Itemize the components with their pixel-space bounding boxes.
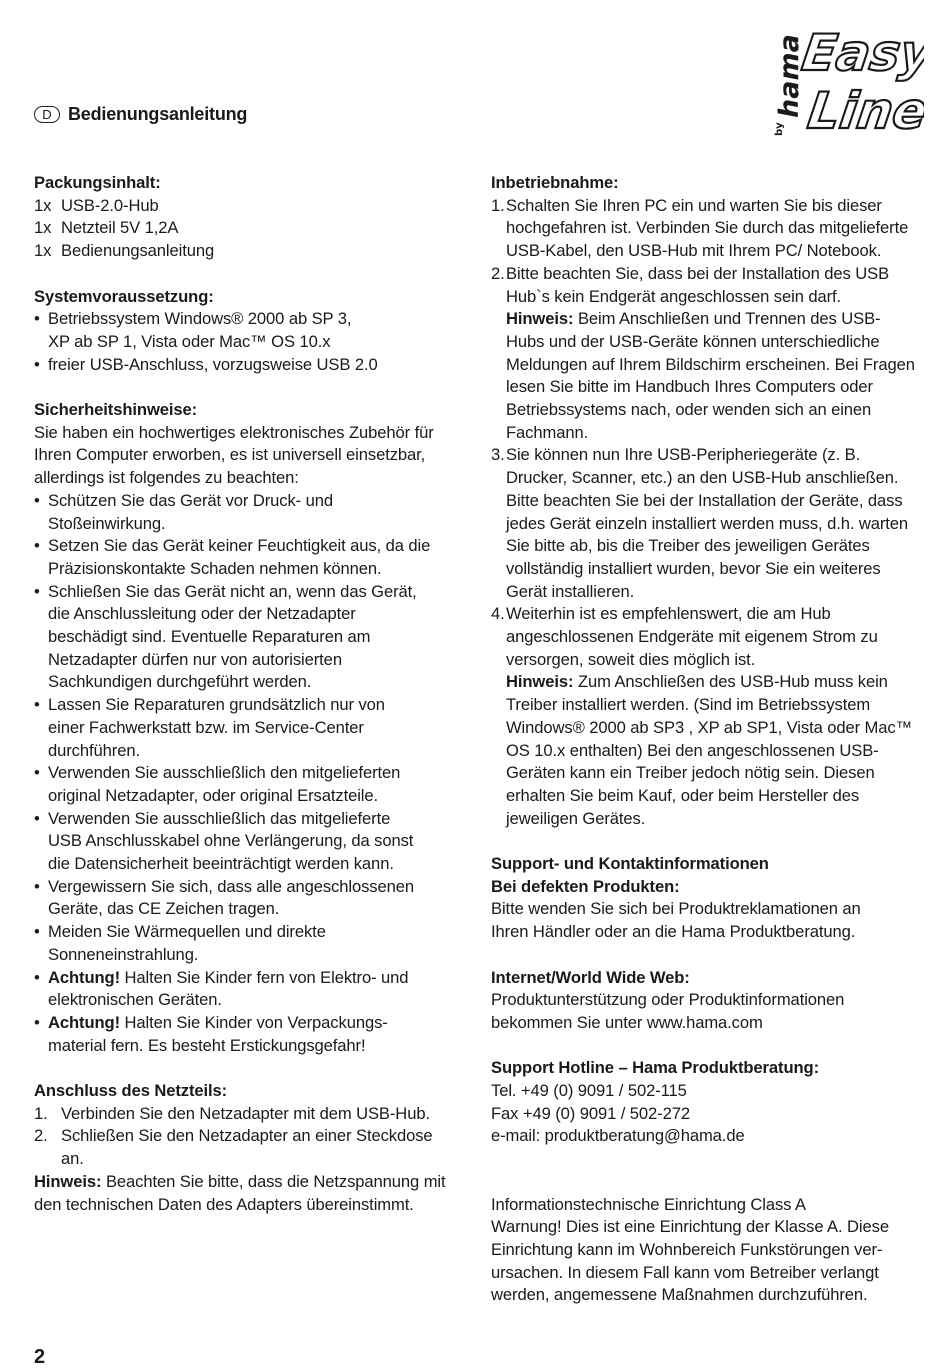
setup-note-text: Beim Anschließen und Trennen des USB-Hubs und der USB-Geräte können unterschiedliche Meldungen auf Ihrem Bildschirm erscheinen. Bei Fragen lesen Sie bitte im Handbuch Ihres Computers oder Betriebssystems nach, oder wenden sich an einen Fachmann. (506, 309, 915, 442)
web-text: Produktunterstützung oder Produktinformationen bekommen Sie unter www.hama.com (491, 990, 845, 1032)
system-bullet (34, 354, 464, 377)
bullet-icon: • (34, 763, 40, 783)
safety-bullet (34, 1012, 464, 1057)
setup-note-label: Hinweis: (506, 309, 574, 329)
safety-bullet (34, 490, 464, 535)
hotline-tel: Tel. +49 (0) 9091 / 502-115 (491, 1081, 687, 1101)
safety-bullet (34, 762, 464, 807)
page-header (34, 104, 247, 125)
logo-graphic (764, 14, 924, 136)
language-badge: D (34, 106, 60, 123)
web-heading: Internet/World Wide Web: (491, 967, 690, 987)
setup-note-text: Zum Anschließen des USB-Hub muss kein Treiber installiert werden. (Sind im Betriebssystem Windows® 2000 ab SP3 , XP ab SP1, Vista oder Mac™ OS 10.x enthalten) Bei den angeschlossenen USB-Geräten kann ein Treiber jedoch nötig sein. Diesen erhalten Sie beim Kauf, oder beim Hersteller des jeweiligen Gerätes. (506, 672, 913, 828)
safety-bullet-text: Verwenden Sie ausschließlich den mitgelieferten original Netzadapter, oder original Ersatzteile. (48, 763, 401, 805)
safety-bullet-text: Vergewissern Sie sich, dass alle angeschlossenen Geräte, das CE Zeichen tragen. (48, 876, 415, 919)
setup-step (491, 444, 916, 603)
setup-step (491, 603, 916, 830)
safety-bullet-text: Verwenden Sie ausschließlich das mitgelieferte USB Anschlusskabel ohne Verlängerung, da sonst die Datensicherheit beeinträchtigt werden kann. (48, 808, 414, 874)
bullet-icon: • (34, 536, 40, 556)
page-number: 2 (34, 1346, 46, 1368)
logo-by: by (774, 122, 785, 136)
safety-bullet-text: Setzen Sie das Gerät keiner Feuchtigkeit aus, da die Präzisionskontakte Schaden nehmen können. (48, 536, 431, 578)
page-title: Bedienungsanleitung (68, 104, 248, 124)
power-step-text: Schließen Sie den Netzadapter an einer Steckdose an. (61, 1126, 433, 1169)
setup-heading: Inbetriebnahme: (491, 173, 619, 192)
safety-bullet (34, 967, 464, 1012)
hama-easy-line-logo (764, 14, 924, 136)
power-note-label: Hinweis: (34, 1171, 102, 1191)
bullet-icon: • (34, 309, 40, 329)
setup-step-text: Schalten Sie Ihren PC ein und warten Sie bis dieser hochgefahren ist. Verbinden Sie durch das mitgelieferte USB-Kabel, den USB-Hub mit Ihrem PC/ Notebook. (506, 195, 909, 261)
safety-bullet (34, 694, 464, 762)
power-step (34, 1125, 464, 1170)
power-note-text: Beachten Sie bitte, dass die Netzspannung mit den technischen Daten des Adapters übereinstimmt. (34, 1171, 446, 1214)
safety-bullet (34, 535, 464, 580)
bullet-icon: • (34, 1012, 40, 1032)
package-item-text: USB-2.0-Hub (61, 195, 159, 215)
safety-bullet (34, 921, 464, 966)
hotline-email: e-mail: produktberatung@hama.de (491, 1126, 745, 1146)
safety-heading: Sicherheitshinweise: (34, 400, 198, 419)
package-item-text: Netzteil 5V 1,2A (61, 218, 179, 238)
safety-bullet-bold: Achtung! (48, 967, 121, 987)
setup-step (491, 195, 916, 263)
bullet-icon: • (34, 695, 40, 715)
system-heading: Systemvoraussetzung: (34, 286, 214, 306)
setup-step-text: Weiterhin ist es empfehlenswert, die am Hub angeschlossenen Endgeräte mit eigenem Strom zu versorgen, soweit dies möglich ist. (506, 604, 878, 669)
logo-line: Line (804, 81, 924, 136)
setup-note-label: Hinweis: (506, 672, 574, 692)
setup-step-number: 1. (491, 195, 505, 215)
safety-bullet-text: Lassen Sie Reparaturen grundsätzlich nur von einer Fachwerkstatt bzw. im Service-Center durchführen. (48, 695, 385, 760)
left-column (34, 172, 464, 1216)
safety-bullet-text: Halten Sie Kinder fern von Elektro- und elektronischen Geräten. (48, 967, 409, 1010)
package-item-qty: 1x (34, 195, 52, 215)
bullet-icon: • (34, 967, 40, 987)
emc-warning: Warnung! Dies ist eine Einrichtung der Klasse A. Diese Einrichtung kann im Wohnbereich Funkstörungen ver-ursachen. In diesem Fall kann vom Betreiber verlangt werden, angemessene Maßnahmen durchzuführen. (491, 1217, 889, 1305)
package-item (34, 240, 464, 263)
setup-step-number: 2. (491, 263, 505, 283)
safety-bullet-text: Schließen Sie das Gerät nicht an, wenn das Gerät, die Anschlussleitung oder der Netzadapter beschädigt sind. Eventuelle Reparaturen am Netzadapter dürfen nur von autorisierten Sachkundigen durchgeführt werden. (48, 581, 417, 692)
hotline-heading: Support Hotline – Hama Produktberatung: (491, 1058, 819, 1078)
package-item (34, 195, 464, 218)
bullet-icon: • (34, 808, 40, 828)
logo-brand: hama (774, 34, 805, 118)
package-item (34, 217, 464, 240)
setup-step-text: Bitte beachten Sie, dass bei der Installation des USB Hub`s kein Endgerät angeschlossen sein darf. (506, 263, 890, 306)
package-item-qty: 1x (34, 218, 52, 238)
power-step-number: 1. (34, 1103, 48, 1123)
package-item-qty: 1x (34, 241, 52, 261)
power-heading: Anschluss des Netzteils: (34, 1081, 228, 1101)
bullet-icon: • (34, 581, 40, 601)
safety-intro: Sie haben ein hochwertiges elektronisches Zubehör für Ihren Computer erworben, es ist universell einsetzbar, allerdings ist folgendes zu beachten: (34, 422, 434, 488)
package-item-text: Bedienungsanleitung (61, 241, 215, 261)
hotline-fax: Fax +49 (0) 9091 / 502-272 (491, 1103, 690, 1123)
safety-bullet-text: Meiden Sie Wärmequellen und direkte Sonneneinstrahlung. (48, 922, 326, 964)
power-step-text: Verbinden Sie den Netzadapter mit dem USB-Hub. (61, 1103, 430, 1123)
safety-bullet-bold: Achtung! (48, 1012, 121, 1032)
safety-bullet-text: Schützen Sie das Gerät vor Druck- und Stoßeinwirkung. (48, 490, 333, 533)
power-step (34, 1103, 464, 1126)
bullet-icon: • (34, 876, 40, 896)
system-bullet-text: freier USB-Anschluss, vorzugsweise USB 2.0 (48, 354, 378, 374)
safety-bullet (34, 876, 464, 921)
defect-heading: Bei defekten Produkten: (491, 876, 680, 896)
safety-bullet (34, 581, 464, 695)
system-bullet (34, 308, 464, 353)
right-column (491, 172, 916, 1307)
package-list (34, 195, 464, 263)
setup-step-number: 3. (491, 445, 505, 465)
defect-text: Bitte wenden Sie sich bei Produktreklamationen an Ihren Händler oder an die Hama Produktberatung. (491, 899, 861, 942)
bullet-icon: • (34, 354, 40, 374)
support-heading: Support- und Kontaktinformationen (491, 854, 769, 874)
bullet-icon: • (34, 922, 40, 942)
setup-step-number: 4. (491, 604, 505, 624)
power-step-number: 2. (34, 1126, 48, 1146)
bullet-icon: • (34, 490, 40, 510)
safety-bullet-text: Halten Sie Kinder von Verpackungs-material fern. Es besteht Erstickungsgefahr! (48, 1012, 388, 1055)
logo-easy: Easy (798, 23, 924, 82)
setup-step-text: Sie können nun Ihre USB-Peripheriegeräte (z. B. Drucker, Scanner, etc.) an den USB-Hub anschließen. Bitte beachten Sie bei der Installation der Geräte, dass jedes Gerät einzeln installiert werden muss, d.h. warten Sie bitte ab, bis die Treiber des jeweiligen Gerätes vollständig installiert wurden, bevor Sie ein weiteres Gerät installieren. (506, 445, 909, 601)
setup-step (491, 263, 916, 445)
system-bullet-text: Betriebssystem Windows® 2000 ab SP 3, XP ab SP 1, Vista oder Mac™ OS 10.x (48, 309, 352, 351)
safety-bullet (34, 808, 464, 876)
package-heading: Packungsinhalt: (34, 173, 161, 192)
power-note (34, 1171, 464, 1216)
emc-title: Informationstechnische Einrichtung Class A (491, 1194, 806, 1214)
